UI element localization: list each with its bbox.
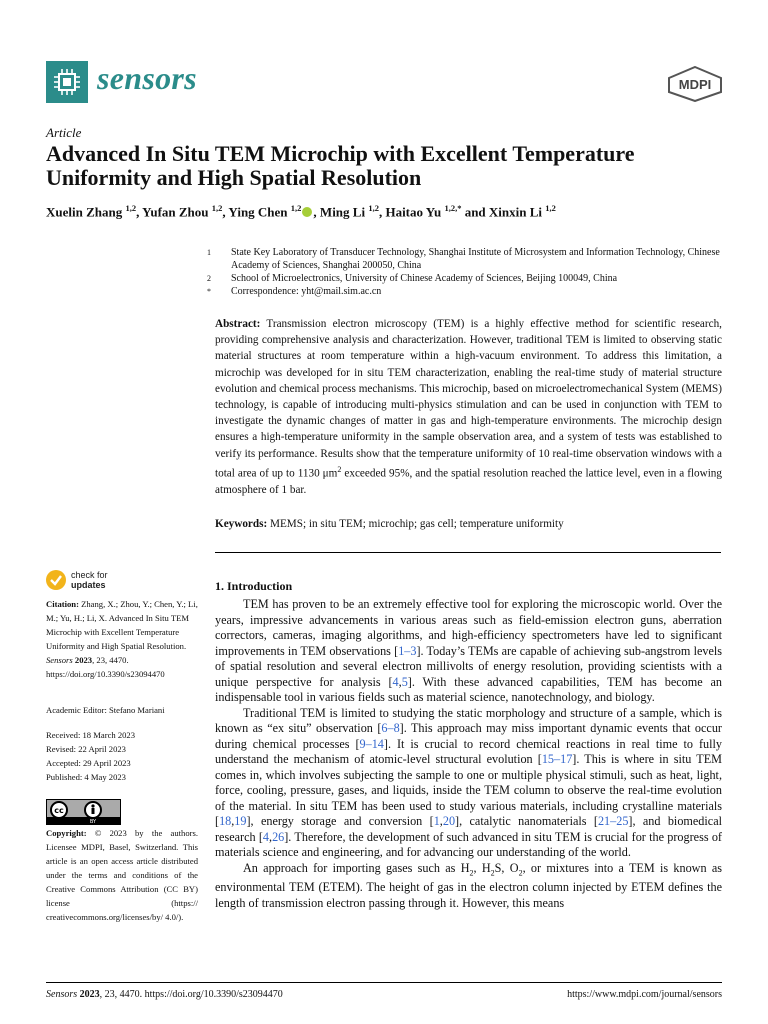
reference-link[interactable]: 1–3 [398,643,417,658]
footer-rest: , 23, 4470. https://doi.org/10.3390/s23094470 [99,989,283,1000]
reference-link[interactable]: 19 [234,814,247,828]
affiliation-text: School of Microelectronics, University of Chinese Academy of Sciences, Beijing 100049, China [231,273,618,284]
text-segment: , or mixtures into a TEM is known as environmental TEM (ETEM). The height of gas in the electron column injected by ETEM defines the length of transmission electron passing through it. However, this means [215,860,722,910]
reference-link[interactable]: 15–17 [541,752,573,766]
text-segment: , [439,814,443,828]
reference-link[interactable]: 5 [401,674,408,689]
text-segment: ]. Therefore, the development of such advanced in situ TEM is crucial for the progress of materials science and engineering, and for advancing our understanding of the world. [215,829,722,859]
author-name: Xuelin Zhang [46,204,126,220]
text-segment: , H [473,860,491,875]
author-separator: , [222,204,229,220]
author-name: Haitao Yu [385,204,445,220]
affiliation-mark: 2 [207,274,211,283]
affiliations [207,246,727,298]
reference-link[interactable]: 18 [219,814,232,828]
journal-logo [46,61,88,103]
mdpi-logo [667,66,723,102]
svg-text:BY: BY [89,819,97,824]
author-name: Ming Li [319,204,369,220]
text-segment: ]. Today’s TEMs are capable of achieving sub-angstrom levels of spatial resolution and several electron millivolts of energy resolution, providing scientists with a unique perspective for analysis [ [215,643,723,689]
author-list [46,203,726,220]
author-affiliation-sup: 1,2 [545,203,556,213]
abstract-label: Abstract: [215,318,261,330]
section-body [215,597,722,911]
body-paragraph [215,706,722,861]
cc-by-license-badge[interactable] [46,799,121,825]
affiliation-mark: 1 [207,248,211,257]
affiliation-text: State Key Laboratory of Transducer Technology, Shanghai Institute of Microsystem and Information Technology, Chinese Academy of Sciences, Shanghai 200050, China [231,247,720,271]
text-segment: S, O [494,860,519,875]
publisher-name: MDPI [678,77,712,92]
text-segment: ]. With these advanced capabilities, TEM has become an indispensable tool in various fields such as material science, nanotechnology, and biology. [215,674,722,704]
subscript: 2 [518,867,523,877]
footer-year: 2023 [79,989,100,1000]
date-accepted: Accepted: 29 April 2023 [46,758,131,768]
affiliation-row [207,246,727,272]
footer-citation [46,989,283,1000]
author-separator: , [136,204,143,220]
orcid-icon[interactable] [302,207,312,217]
abstract [215,316,722,498]
reference-link[interactable]: 6–8 [381,721,400,735]
footer-journal: Sensors [46,989,78,1000]
author-separator: and [461,204,489,220]
citation-text: Zhang, X.; Zhou, Y.; Chen, Y.; Li, M.; Yu, H.; Li, X. Advanced In Situ TEM Microchip with Excellent Temperature Uniformity and High Spatial Resolution. [46,599,198,651]
text-segment: An approach for importing gases such as H [243,860,470,875]
author-separator: , [313,204,320,220]
check-updates-line2: updates [71,580,106,590]
dates-block [46,728,198,784]
text-segment: , [398,674,402,689]
citation-year: 2023 [74,655,93,665]
footer-url-link[interactable]: https://www.mdpi.com/journal/sensors [567,989,722,1000]
abstract-sup: 2 [337,464,342,474]
affiliation-text: Correspondence: yht@mail.sim.ac.cn [231,286,382,297]
section-divider [215,552,721,553]
date-revised: Revised: 22 April 2023 [46,744,126,754]
affiliation-row [207,272,727,285]
affiliation-row [207,285,727,298]
author-affiliation-sup: 1,2 [125,203,137,213]
author-affiliation-sup: 1,2 [211,203,223,213]
reference-link[interactable]: 4 [392,674,399,689]
copyright-block [46,826,198,924]
check-for-updates-button[interactable] [46,568,136,594]
citation-label: Citation: [46,599,79,609]
copyright-label: Copyright: [46,828,87,838]
svg-text:cc: cc [54,806,64,815]
text-segment: , [269,829,273,844]
copyright-text: © 2023 by the authors. Licensee MDPI, Basel, Switzerland. This article is an open access article distributed under the terms and conditions of the Creative Commons Attribution (CC BY) license (https:// creativecommons.org/licenses/by/ 4.0/). [46,828,198,922]
body-paragraph [215,861,722,912]
reference-link[interactable]: 9–14 [359,736,384,751]
author-affiliation-sup: 1,2 [290,203,302,213]
text-segment: ], catalytic nanomaterials [ [455,814,598,828]
text-segment: ]. This approach may miss important dynamic events that occur during chemical processes [ [215,721,722,751]
date-received: Received: 18 March 2023 [46,730,136,740]
author-name: Yufan Zhou [142,204,212,220]
text-segment: , [231,814,235,828]
academic-editor: Academic Editor: Stefano Mariani [46,705,165,715]
reference-link[interactable]: 21–25 [597,814,629,828]
check-icon [46,570,66,590]
author-name: Ying Chen [228,204,291,220]
reference-link[interactable]: 1 [433,814,440,828]
article-type: Article [46,125,82,140]
author-affiliation-sup: 1,2,* [444,203,462,213]
citation-block [46,597,198,681]
text-segment: TEM has proven to be an extremely effective tool for exploring the microscopic world. Over the years, impressive advancements in various areas such as field-emission electron guns, aberration correctors, cameras, imaging algorithms, and high-efficiency spectrometers have led to significant improvements in TEM observations [ [215,597,722,658]
text-segment: ]. It is crucial to record chemical reactions in real time to fully understand the mechanism of atomic-level structural evolution [ [215,736,722,766]
author-name: Xinxin Li [488,204,546,220]
text-segment: ], energy storage and conversion [ [246,814,434,828]
abstract-text-after: exceeded 95%, and the spatial resolution reached the lattice level, even in a flowing atmosphere of 1 bar. [215,467,722,496]
author-separator: , [378,204,386,220]
affiliation-mark: * [207,287,211,296]
paper-title: Advanced In Situ TEM Microchip with Excellent Temperature Uniformity and High Spatial Resolution [46,141,635,190]
text-segment: ], and biomedical research [ [215,814,722,844]
abstract-text-before: Transmission electron microscopy (TEM) is a highly effective method for scientific research, providing comprehensive analysis and characterization. However, traditional TEM is limited to observing static material structures at room temperature within a high-vacuum environment. To address this limitation, a microchip was developed for in situ TEM characterization, enabling the real-time study of material structure evolution and chemical process mechanisms. This microchip, based on microelectromechanical System (MEMS) technology, is capable of introducing multi-physics stimulation and can be used in conjunction with TEM to investigate the dynamic changes of matter in gas and high-temperature environments. The microchip design ensures a high-temperature uniformity in the sample observation area, and a system of tests was established to verify its performance. Results show that the temperature uniformity of 10 real-time observation windows with a total area of up to 1130 μm [215,318,722,480]
subscript: 2 [490,867,495,877]
keywords-text: MEMS; in situ TEM; microchip; gas cell; temperature uniformity [270,518,564,530]
citation-rest: , 23, 4470. https://doi.org/10.3390/s23094470 [46,655,165,679]
check-updates-line1: check for [71,570,108,580]
journal-name: sensors [97,60,197,96]
footer-rule [46,982,722,983]
keywords [215,518,722,530]
subscript: 2 [469,867,474,877]
text-segment: ]. This is where in situ TEM comes in, which involves subjecting the sample to one or multiple physical stimuli, such as heat, light, force, cooling, pressure, gases, and liquids, inside the TEM column to observe the real-time evolution of the material. In situ TEM has been used to study various materials, including crystalline materials [ [215,752,722,828]
keywords-label: Keywords: [215,518,268,530]
body-paragraph [215,597,722,706]
reference-link[interactable]: 26 [272,829,285,844]
citation-journal: Sensors [46,655,73,665]
section-title: 1. Introduction [215,579,293,593]
author-affiliation-sup: 1,2 [368,203,379,213]
date-published: Published: 4 May 2023 [46,772,126,782]
text-segment: Traditional TEM is limited to studying the static morphology and structure of a sample, which is known as “ex situ” observation [ [215,705,722,735]
reference-link[interactable]: 4 [262,829,270,844]
reference-link[interactable]: 20 [442,814,456,828]
